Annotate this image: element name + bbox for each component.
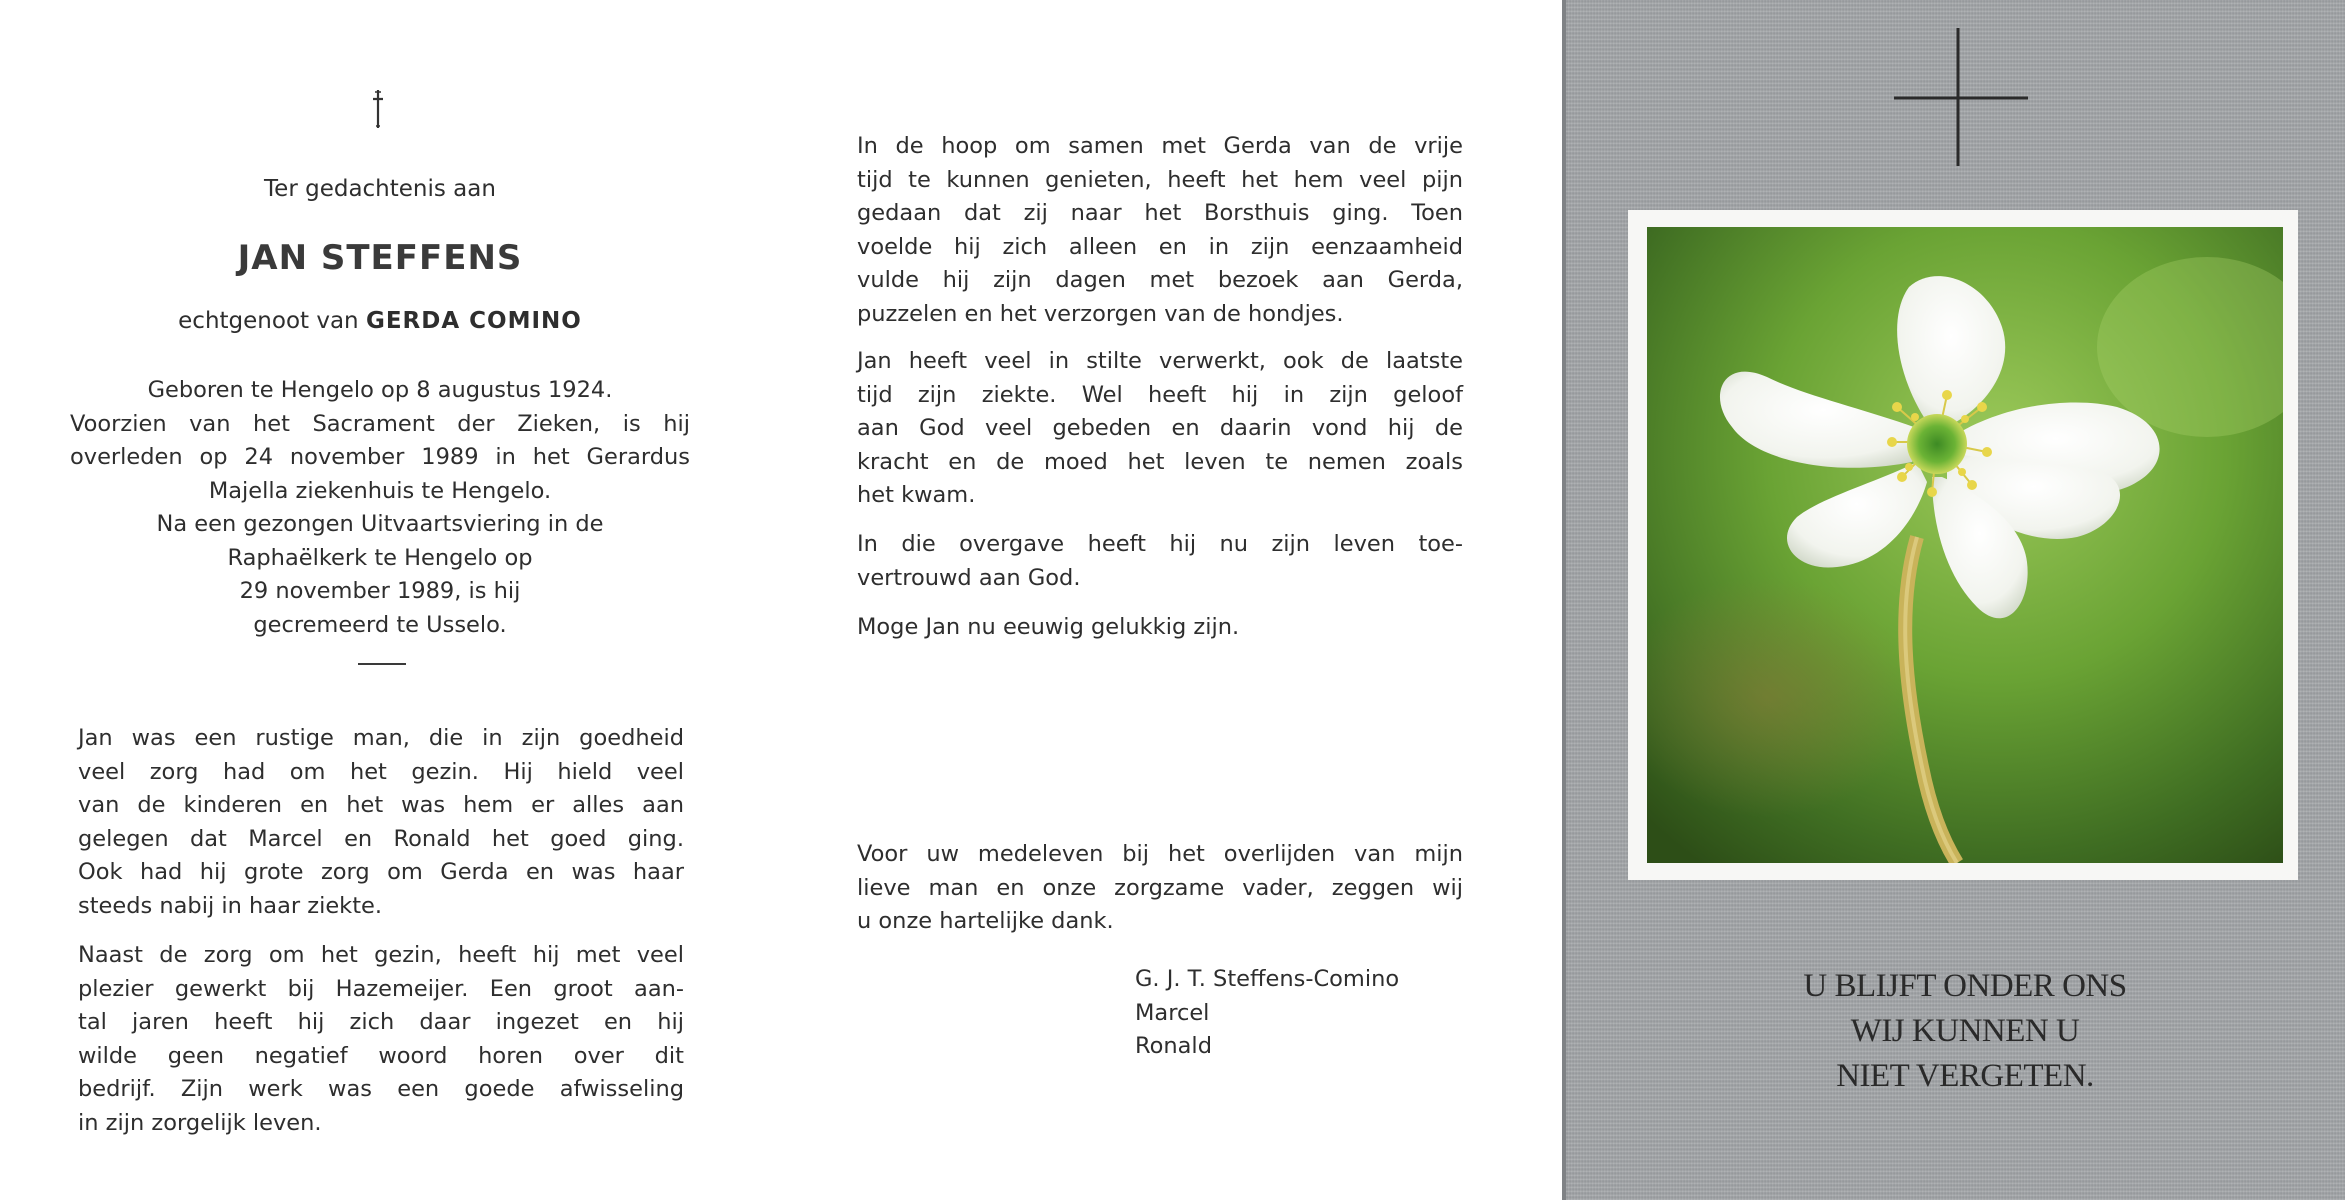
- flower-photo: [1647, 227, 2283, 863]
- text-line: veel zorg had om het gezin. Hij hield veel: [78, 758, 684, 785]
- text-line: kracht en de moed het leven te nemen zoals: [857, 448, 1463, 475]
- motto-line: WIJ KUNNEN U: [1850, 1013, 2080, 1049]
- text-line: aan God veel gebeden en daarin vond hij de: [857, 415, 1463, 441]
- text-line: Voor uw medeleven bij het overlijden van mijn: [857, 841, 1463, 867]
- text-line: Jan heeft veel in stilte verwerkt, ook de laatste: [857, 348, 1463, 374]
- paragraph-faith: [857, 345, 1463, 513]
- text-line: u onze hartelijke dank.: [857, 908, 1114, 934]
- deceased-name: JAN STEFFENS: [237, 238, 523, 278]
- anemone-flower-image: [1647, 227, 2283, 863]
- text-line: Jan was een rustige man, die in zijn goedheid: [78, 725, 684, 751]
- spouse-name: GERDA COMINO: [365, 308, 582, 334]
- text-line: In de hoop om samen met Gerda van de vrije: [857, 133, 1463, 159]
- signatories: [1135, 963, 1399, 1064]
- text-line: Moge Jan nu eeuwig gelukkig zijn.: [857, 614, 1240, 640]
- in-memory-heading: Ter gedachtenis aan: [264, 176, 496, 202]
- bio-line: 29 november 1989, is hij: [239, 578, 521, 604]
- signer-name: G. J. T. Steffens-Comino: [1135, 966, 1400, 992]
- bio-line: gecremeerd te Usselo.: [253, 611, 507, 638]
- text-line: vertrouwd aan God.: [857, 564, 1081, 591]
- text-line: van de kinderen en het was hem er alles aan: [78, 792, 684, 818]
- biography: [70, 374, 690, 642]
- bio-line: Geboren te Hengelo op 8 augustus 1924.: [147, 377, 613, 403]
- text-line: lieve man en onze zorgzame vader, zeggen wij: [857, 874, 1463, 901]
- text-line: tal jaren heeft hij zich daar ingezet en hij: [78, 1009, 684, 1035]
- bio-line: Voorzien van het Sacrament der Zieken, is hij: [70, 410, 690, 437]
- paragraph-surrender: [857, 528, 1463, 595]
- cross-icon: [1894, 28, 2028, 166]
- motto-line: U BLIJFT ONDER ONS: [1803, 968, 2127, 1004]
- motto: [1762, 964, 2168, 1099]
- paragraph-hope: [857, 130, 1463, 331]
- text-line: gelegen dat Marcel en Ronald het goed ging.: [78, 825, 684, 852]
- fold-edge: [1562, 0, 1566, 1200]
- text-line: het kwam.: [857, 482, 976, 508]
- bio-line: Majella ziekenhuis te Hengelo.: [208, 477, 552, 504]
- paragraph-character: [78, 722, 684, 923]
- text-line: tijd te kunnen genieten, heeft het hem veel pijn: [857, 166, 1463, 193]
- text-line: vulde hij zijn dagen met bezoek aan Gerda,: [857, 267, 1463, 293]
- text-line: voelde hij zich alleen en in zijn eenzaamheid: [857, 233, 1463, 260]
- text-line: puzzelen en het verzorgen van de hondjes.: [857, 300, 1344, 327]
- divider: [358, 663, 406, 665]
- paragraph-work: [78, 939, 684, 1140]
- signer-name: Marcel: [1135, 999, 1210, 1026]
- text-line: in zijn zorgelijk leven.: [78, 1109, 322, 1136]
- text-line: tijd zijn ziekte. Wel heeft hij in zijn geloof: [857, 381, 1463, 408]
- motto-line: NIET VERGETEN.: [1836, 1058, 2094, 1094]
- bio-line: overleden op 24 november 1989 in het Gerardus: [70, 444, 690, 470]
- text-line: In die overgave heeft hij nu zijn leven toe-: [857, 531, 1463, 557]
- text-line: bedrijf. Zijn werk was een goede afwisseling: [78, 1076, 684, 1102]
- spouse-line: [70, 308, 690, 334]
- text-line: gedaan dat zij naar het Borsthuis ging. Toen: [857, 200, 1463, 226]
- text-line: wilde geen negatief woord horen over dit: [78, 1042, 684, 1069]
- text-line: Ook had hij grote zorg om Gerda en was haar: [78, 859, 684, 885]
- spouse-prefix: echtgenoot van: [178, 308, 359, 334]
- signer-name: Ronald: [1135, 1033, 1212, 1059]
- text-line: plezier gewerkt bij Hazemeijer. Een groot aan-: [78, 975, 684, 1002]
- paragraph-wish: [857, 611, 1463, 645]
- bio-line: Raphaëlkerk te Hengelo op: [227, 544, 533, 571]
- paragraph-thanks: [857, 838, 1463, 939]
- bio-line: Na een gezongen Uitvaartsviering in de: [156, 511, 604, 537]
- text-line: Naast de zorg om het gezin, heeft hij met veel: [78, 942, 684, 968]
- small-cross-icon: [371, 88, 385, 130]
- text-line: steeds nabij in haar ziekte.: [78, 892, 383, 919]
